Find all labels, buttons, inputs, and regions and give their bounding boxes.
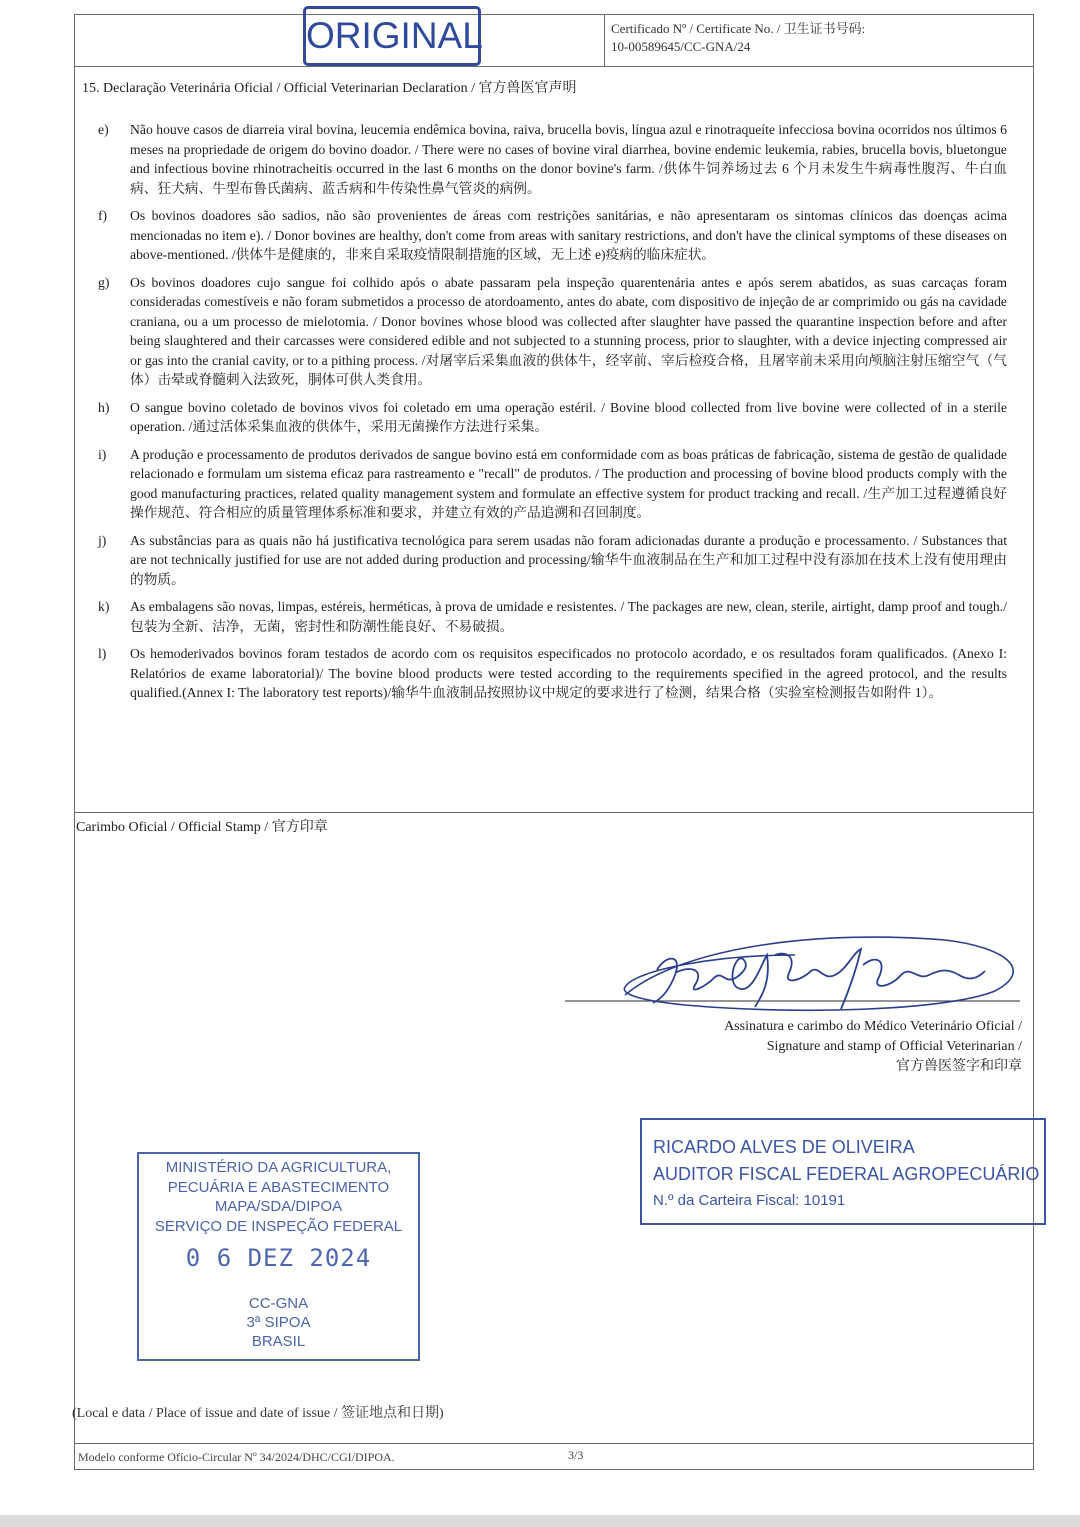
signature-caption-line: 官方兽医签字和印章 <box>896 1059 1022 1074</box>
official-stamp-label: Carimbo Oficial / Official Stamp / 官方印章 <box>76 820 328 835</box>
item-letter: h) <box>98 399 110 415</box>
header-divider <box>74 66 1034 67</box>
stamp-text: CC-GNA <box>248 1295 309 1312</box>
certificate-number: 10-00589645/CC-GNA/24 <box>611 39 751 54</box>
list-item-g <box>95 273 1007 390</box>
item-letter: j) <box>98 532 107 548</box>
certificate-label: Certificado Nº / Certificate No. / 卫生证书号码: <box>611 21 866 36</box>
handwritten-signature <box>565 925 1025 1030</box>
list-item-l <box>95 644 1007 703</box>
item-text: A produção e processamento de produtos derivados de sangue bovino está em conformidade com as boas práticas de fabricação, sistema de gestão de qualidade relacionado e formulam um sistema eficaz para rastreamento e "recall" de produtos. / The production and processing of bovine blood products comply with the good manufacturing practices, related quality management system and formulate an effective system for product tracking and recall. /生产加工过程遵循良好操作规范、符合相应的质量管理体系标准和要求，并建立有效的产品追溯和召回制度。 <box>130 446 1007 520</box>
scan-bottom-edge <box>0 1515 1080 1527</box>
list-item-e <box>95 120 1007 198</box>
signature-caption <box>650 1017 1022 1077</box>
item-text: Os bovinos doadores cujo sangue foi colhido após o abate passaram pela inspeção quarentenária antes e após serem abatidos, as suas carcaças foram consideradas comestíveis e não foram submetidos a processo de atordoamento, antes do abate, com dispositivo de injeção de ar comprimido ou gás na cavidade craniana, ou a um processo de mielotomia. / Donor bovines whose blood was collected after slaughter have passed the quarantine inspection before and after being slaughtered and their carcasses were considered edible and not subjected to a stunning process, prior to slaughter, with a device injecting compressed air or gas into the cranial cavity, or to a pithing process. /对屠宰后采集血液的供体牛，经宰前、宰后检疫合格，且屠宰前未采用向颅脑注射压缩空气（气体）击晕或脊髓刺入法致死，胴体可供人类食用。 <box>130 274 1007 387</box>
list-item-h <box>95 398 1007 437</box>
item-letter: l) <box>98 646 107 661</box>
declaration-divider <box>74 812 1034 813</box>
item-letter: k) <box>98 599 110 614</box>
signature-caption-line: Assinatura e carimbo do Médico Veterinário Oficial / <box>724 1019 1022 1034</box>
item-text: As embalagens são novas, limpas, estéreis, herméticas, à prova de umidade e resistentes. / The packages are new, clean, sterile, airtight, damp proof and tough./包装为全新、洁净，无菌，密封性和防潮性能良好、不易破损。 <box>130 599 1007 634</box>
item-text: Os bovinos doadores são sadios, não são provenientes de áreas com restrições sanitárias, e não apresentaram os sintomas clínicos das doenças acima mencionadas no item e). / Donor bovines are healthy, don't come from areas with sanitary restrictions, and don't have the clinical symptoms of these diseases on above-mentioned. /供体牛是健康的，非来自采取疫情限制措施的区域，无上述 e)疫病的临床症状。 <box>130 208 1007 262</box>
item-text: Não houve casos de diarreia viral bovina, leucemia endêmica bovina, raiva, brucella bovis, língua azul e rinotraqueíte infecciosa bovina ocorridos nos últimos 6 meses na propriedade de origem do bovino doador. / There were no cases of bovine viral diarrhea, bovine endemic leukemia, rabies, brucella bovis, bluetongue and infectious bovine rhinotracheitis occurred in the last 6 months on the donor bovine's farm. /供体牛饲养场过去 6 个月未发生牛病毒性腹泻、牛白血病、狂犬病、牛型布鲁氏菌病、蓝舌病和牛传染性鼻气管炎的病例。 <box>130 122 1007 196</box>
stamp-text: MAPA/SDA/DIPOA <box>214 1198 343 1215</box>
list-item-f <box>95 206 1007 265</box>
stamp-text: 3ª SIPOA <box>246 1314 311 1331</box>
officer-name: RICARDO ALVES DE OLIVEIRA <box>653 1137 915 1157</box>
item-text: O sangue bovino coletado de bovinos vivos foi coletado em uma operação estéril. / Bovine blood collected from live bovine were collected of in a sterile operation. /通过活体采集血液的供体牛，采用无菌操作方法进行采集。 <box>130 399 1007 434</box>
footer-model-note: Modelo conforme Ofício-Circular Nº 34/2024/DHC/CGI/DIPOA. <box>78 1450 395 1464</box>
stamp-bottom <box>139 1294 418 1351</box>
header-vertical-divider <box>604 14 605 66</box>
stamp-text: BRASIL <box>251 1333 306 1350</box>
officer-id: N.º da Carteira Fiscal: 10191 <box>653 1192 846 1209</box>
list-item-j <box>95 531 1007 590</box>
stamp-text: MINISTÉRIO DA AGRICULTURA, <box>165 1159 392 1176</box>
list-item-k <box>95 597 1007 636</box>
list-item-i <box>95 445 1007 523</box>
certificate-number-block <box>611 20 1026 56</box>
item-letter: f) <box>98 208 108 223</box>
signature-caption-line: Signature and stamp of Official Veterinarian / <box>766 1039 1022 1054</box>
section-title: 15. Declaração Veterinária Oficial / Official Veterinarian Declaration / 官方兽医官声明 <box>82 81 577 96</box>
item-letter: i) <box>98 446 107 462</box>
officer-title: AUDITOR FISCAL FEDERAL AGROPECUÁRIO <box>653 1164 1040 1184</box>
item-text: As substâncias para as quais não há justificativa tecnológica para serem usadas não foram adicionadas durante a produção e processamento. / Substances that are not technically justified for use are not added during production and processing/输华牛血液制品在生产和加工过程中没有添加在技术上没有使用理由的物质。 <box>130 532 1007 587</box>
original-stamp: ORIGINAL <box>303 6 481 66</box>
item-text: Os hemoderivados bovinos foram testados de acordo com os requisitos especificados no protocolo acordado, e os resultados foram qualificados. (Anexo I: Relatórios de exame laboratorial)/ The bovine blood products were tested according to the requirements specified in the agreed protocol, and the results qualified.(Annex I: The laboratory test reports)/输华牛血液制品按照协议中规定的要求进行了检测，结果合格（实验室检测报告如附件 1）。 <box>130 646 1007 700</box>
footer-divider <box>74 1443 1034 1444</box>
page-number: 3/3 <box>568 1448 584 1462</box>
place-date-label: (Local e data / Place of issue and date of issue / 签证地点和日期) <box>72 1406 444 1421</box>
item-letter: g) <box>98 274 110 290</box>
declaration-list <box>95 120 1007 703</box>
stamp-date: 0 6 DEZ 2024 <box>185 1244 372 1272</box>
item-letter: e) <box>98 122 109 137</box>
stamp-text: PECUÁRIA E ABASTECIMENTO <box>167 1178 390 1196</box>
officer-stamp <box>640 1118 1046 1225</box>
stamp-text: SERVIÇO DE INSPEÇÃO FEDERAL <box>154 1217 403 1235</box>
ministry-inspection-stamp <box>137 1152 420 1361</box>
